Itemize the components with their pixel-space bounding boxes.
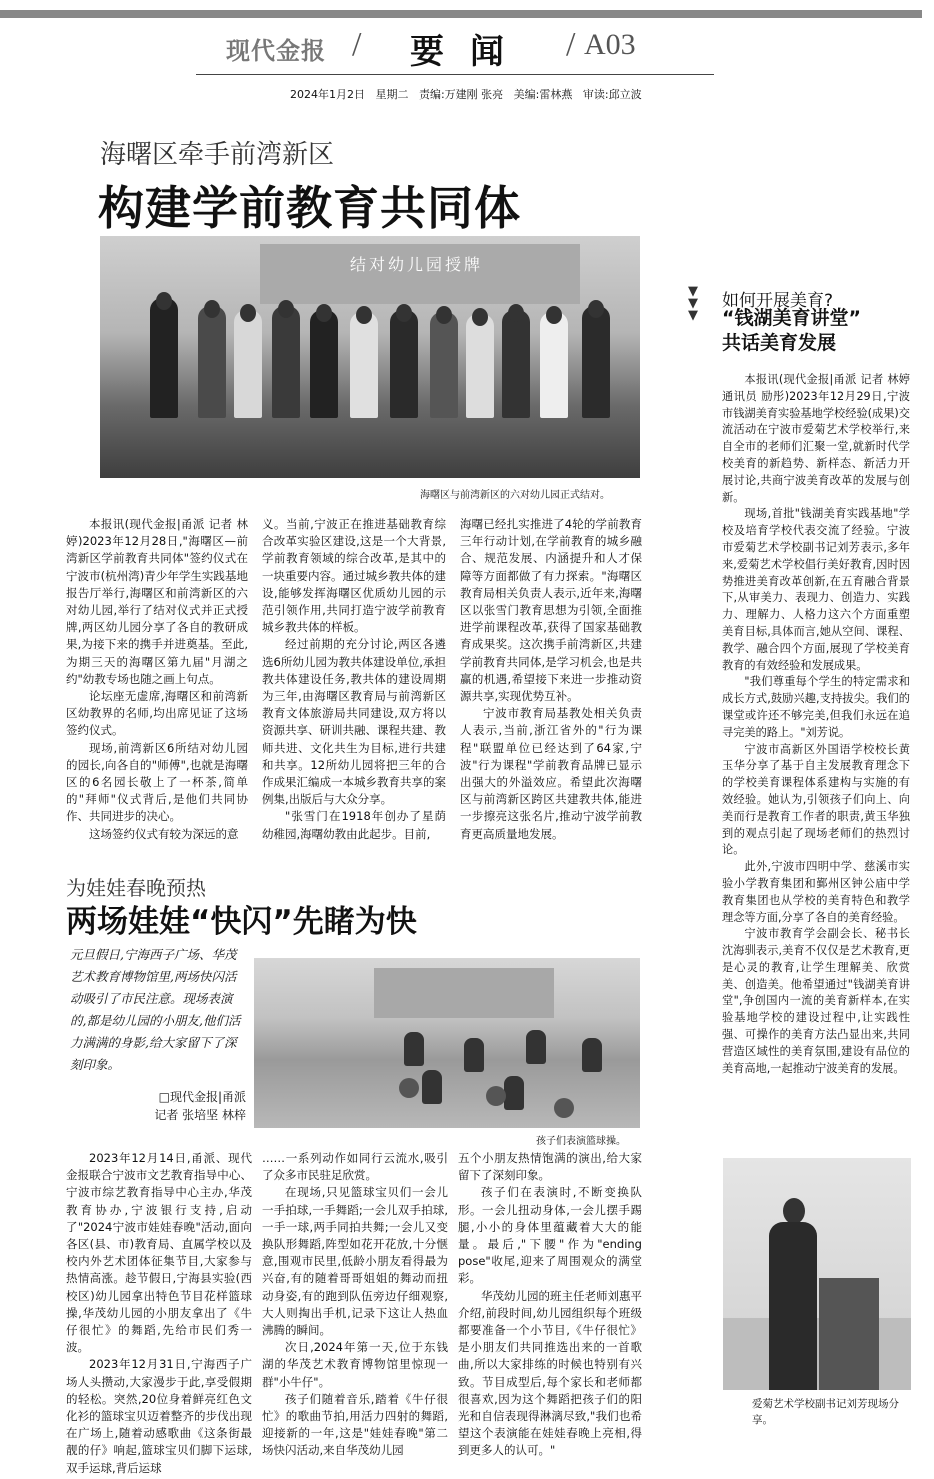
chevron-down-icon: ▼ (688, 308, 698, 323)
photo-person (240, 304, 256, 322)
paragraph: 义。当前,宁波正在推进基础教育综合改革实验区建设,这是一个大背景,学前教育领域的综合改革,是其中的一块重要内容。通过城乡教共体的建设,能够发挥海曙区优质幼儿园的示范引领作用,共同打造宁波学前教育城乡教共体的样板。 (262, 517, 446, 635)
article2-byline (96, 1088, 246, 1124)
paragraph: 现场,前湾新区6所结对幼儿园的园长,向各自的"师傅",也就是海曙区的6名园长敬上了一杯茶,简单的"拜师"仪式背后,是他们共同协作、共同进步的决心。 (66, 740, 248, 824)
paragraph: 2023年12月14日,甬派、现代金报联合宁波市文艺教育指导中心、宁波市综艺教育指导中心主办,华茂教育协办,宁波银行支持,启动了"2024宁波市娃娃春晚"活动,面向各区(县、市)教育局、直属学校以及校内外艺术团体征集节目,大家参与热情高涨。趁节假日,宁海县实验(西校区)幼儿园拿出特色节目花样篮球操,华茂幼儿园的小朋友拿出了《牛仔很忙》的舞蹈,先给市民们秀一波。 (66, 1151, 252, 1355)
paragraph: 本报讯(现代金报|甬派 记者 林婷 通讯员 励彤)2023年12月29日,宁波市钱湖美育实验基地学校经验(成果)交流活动在宁波市爱菊艺术学校举行,来自全市的老师们汇聚一堂,就新时代学校美育的新趋势、新样态、新活力开展讨论,共商宁波美育改革的发展与创新。 (722, 373, 910, 504)
photo-person (198, 306, 226, 418)
photo-person (502, 310, 530, 418)
photo-person (466, 314, 494, 418)
photo-child (504, 1076, 524, 1110)
article1-subtitle: 海曙区牵手前湾新区 (100, 140, 335, 170)
photo-person (310, 310, 338, 418)
photo-person (234, 310, 262, 418)
photo-child (526, 1030, 546, 1064)
paragraph: 2023年12月31日,宁海西子广场人头攒动,大家漫步于此,享受假期的轻松。突然,20位身着鲜亮红色文化衫的篮球宝贝迈着整齐的步伐出现在广场上,随着动感歌曲《这条街最靓的仔》响起,篮球宝贝们脚下运球,双手运球,背后运球 (66, 1357, 252, 1475)
photo-child (582, 1038, 602, 1072)
photo-person (204, 300, 220, 318)
paragraph: 在现场,只见篮球宝贝们一会儿一手拍球,一手舞蹈;一会儿双手拍球,一手一球,两手同拍共舞;一会儿又变换队形舞蹈,阵型如花开花放,十分惬意,围观市民里,低龄小朋友看得最为兴奋,有的随着哥哥姐姐的舞动而扭动身姿,有的跑到队伍旁边仔细观察,大人则掏出手机,记录下这让人热血沸腾的瞬间。 (262, 1185, 448, 1338)
masthead-rule (196, 74, 714, 75)
photo-person (436, 306, 452, 324)
article1-column-3 (460, 516, 642, 843)
photo-person (430, 312, 458, 418)
paper-name: 现代金报 (226, 37, 326, 65)
photo-person (582, 306, 610, 418)
photo-person (278, 300, 294, 318)
dateline: 2024年1月2日 星期二 责编:万建刚 张亮 美编:雷林燕 审读:邱立波 (290, 88, 642, 101)
photo-screen (723, 1318, 911, 1390)
photo-person (350, 312, 378, 418)
photo-podium (819, 1278, 879, 1390)
article3-caption: 爱菊艺术学校副书记刘芳现场分享。 (752, 1398, 899, 1426)
photo-building (374, 968, 554, 1018)
photo-speaker (769, 1222, 817, 1390)
article2-column-2 (262, 1150, 448, 1460)
paragraph: 华茂幼儿园的班主任老师刘惠平介绍,前段时间,幼儿园组织每个班级都要准备一个小节目,《牛仔很忙》是小朋友们共同推选出来的一首歌曲,所以大家排练的时候也特别有兴致。节目成型后,每个家长和老师都很喜欢,因为这个舞蹈把孩子们的阳光和自信表现得淋漓尽致,"我们也希望这个表演能在娃娃春晚上亮相,得到更多人的认可。" (458, 1288, 642, 1458)
photo-basketball (554, 1098, 574, 1118)
page-number: A03 (584, 28, 636, 61)
masthead-slash: / (352, 26, 362, 63)
paragraph: 经过前期的充分讨论,两区各遴选6所幼儿园为教共体建设单位,承担教共体建设任务,教共体的建设周期为三年,由海曙区教育局与前湾新区教育文体旅游局共同建设,双方将以资源共享、研训共融、课程共建、教师共进、文化共生为目标,进行共建和共享。12所幼儿园将把三年的合作成果汇编成一本城乡教育共享的案例集,出版后与大众分享。 (262, 637, 446, 807)
byline-line: □现代金报|甬派 (158, 1090, 246, 1104)
photo-person (156, 292, 172, 310)
photo-person (390, 310, 418, 418)
article2-photo (254, 958, 640, 1128)
chevron-decoration (688, 286, 698, 322)
paragraph: 现场,首批"钱湖美育实践基地"学校及培育学校代表交流了经验。宁波市爱菊艺术学校副书记刘芳表示,多年来,爱菊艺术学校倡行美好教育,因时因势推进美育改革创新,在五育融合背景下,从审美力、表现力、创造力、实践力、理解力、人格力这六个方面重塑美育目标,具体而言,她从空间、课程、教学、融合四个方面,展现了学校美育教育的有效经验和发展成果。 (722, 507, 910, 672)
paragraph: 宁波市教育学会副会长、秘书长沈海驯表示,美育不仅仅是艺术教育,更是心灵的教育,让学生理解美、欣赏美、创造美。他希望通过"钱湖美育讲堂",争创国内一流的美育新样本,在实验基地学校的建设过程中,让实践性强、可操作的美育方法凸显出来,共同营造区域性的美育氛围,建设有品位的美育高地,一起推动宁波美育的发展。 (722, 927, 910, 1075)
photo-child (464, 1038, 484, 1072)
photo-person (546, 306, 562, 324)
photo-person (150, 298, 178, 418)
article1-column-1 (66, 516, 248, 843)
paragraph: 这场签约仪式有较为深远的意 (89, 826, 239, 841)
article3-subtitle: 如何开展美育? (722, 291, 834, 311)
photo-basketball (486, 1086, 506, 1106)
article2-lead: 元旦假日,宁海西子广场、华茂艺术教育博物馆里,两场快闪活动吸引了市民注意。现场表演的,都是幼儿园的小朋友,他们活力满满的身影,给大家留下了深刻印象。 (70, 947, 241, 1072)
article3-title (722, 306, 861, 356)
article1-column-2 (262, 516, 446, 843)
article3-photo (723, 1158, 911, 1390)
article2-title: 两场娃娃“快闪”先睹为快 (66, 904, 417, 940)
photo-person (588, 300, 604, 318)
article1-title: 构建学前教育共同体 (98, 181, 521, 235)
paragraph: 论坛座无虚席,海曙区和前湾新区幼教界的名师,均出席见证了这场签约仪式。 (66, 689, 248, 738)
article1-photo (100, 236, 640, 478)
photo-child (404, 1032, 424, 1066)
photo-person (472, 308, 488, 326)
photo-person (540, 312, 568, 418)
photo-person (272, 306, 300, 418)
paragraph: 五个小朋友热情饱满的演出,给大家留下了深刻印象。 (458, 1151, 642, 1183)
chevron-down-icon: ▼ (688, 284, 698, 299)
paragraph: ……一系列动作如同行云流水,吸引了众多市民驻足欣赏。 (262, 1151, 448, 1183)
byline-line: 记者 张培坚 林梓 (154, 1108, 246, 1122)
paragraph: "我们尊重每个学生的特定需求和成长方式,鼓励兴趣,支持拔尖。我们的课堂或许还不够完美,但我们永远在追寻完美的路上。"刘芳说。 (722, 675, 910, 739)
paragraph: 海曙已经扎实推进了4轮的学前教育三年行动计划,在学前教育的城乡融合、规范发展、内涵提升和人才保障等方面都做了有力探索。"海曙区教育局相关负责人表示,近年来,海曙区以张雪门教育思想为引领,全面推进学前课程改革,获得了国家基础教育成果奖。这次携手前湾新区,共建学前教育共同体,是学习机会,也是共赢的机遇,希望接下来进一步推动资源共享,实现优势互补。 (460, 517, 642, 704)
photo-person (316, 304, 332, 322)
paragraph: 宁波市高新区外国语学校校长黄玉华分享了基于自主发展教育理念下的学校美育课程体系建构与实施的有效经验。她认为,引领孩子们向上、向美而行是教育工作者的职责,黄玉华独到的观点引起了现场老师们的热烈讨论。 (722, 742, 910, 857)
article2-caption: 孩子们表演篮球操。 (536, 1136, 626, 1147)
paragraph: "张雪门在1918年创办了星荫幼稚园,海曙幼教由此起步。目前, (262, 809, 446, 841)
paragraph: 本报讯(现代金报|甬派 记者 林婷)2023年12月28日,"海曙区—前湾新区学前教育共同体"签约仪式在宁波市(杭州湾)青少年学生实践基地报告厅举行,海曙区和前湾新区的六对幼儿园,举行了结对仪式并正式授牌,两区幼儿园分享了各自的教研成果,为接下来的携手并进奠基。至此,为期三天的海曙区第九届"月湖之约"幼教专场也随之画上句点。 (66, 517, 248, 686)
paragraph: 孩子们随着音乐,踏着《牛仔很忙》的歌曲节拍,用活力四射的舞蹈,迎接新的一年,这是"娃娃春晚"第二场快闪活动,来自华茂幼儿园 (262, 1391, 448, 1458)
paragraph: 此外,宁波市四明中学、慈溪市实验小学教育集团和鄞州区钟公庙中学教育集团也从学校的美育特色和教学理念等方面,分享了各自的美育经验。 (722, 860, 910, 924)
photo-child (422, 1070, 442, 1104)
article3-title-line: “钱湖美育讲堂” (722, 307, 861, 329)
article3-title-line: 共话美育发展 (722, 332, 837, 354)
photo-basketball (399, 1078, 419, 1098)
article2-column-1 (66, 1150, 252, 1477)
paragraph: 孩子们在表演时,不断变换队形。一会儿扭动身体,一会儿摆手踢腿,小小的身体里蕴藏着大大的能量。最后,"下腰"作为"ending pose"收尾,迎来了周围观众的满堂彩。 (458, 1185, 642, 1286)
top-rule (0, 10, 922, 18)
article2-column-3 (458, 1150, 642, 1460)
paragraph: 次日,2024年第一天,位于东钱湖的华茂艺术教育博物馆里惊现一群"小牛仔"。 (262, 1340, 448, 1389)
photo-speaker-head (783, 1198, 805, 1224)
section-name: 要闻 (410, 32, 530, 72)
chevron-down-icon: ▼ (688, 296, 698, 311)
photo-person (396, 304, 412, 322)
masthead-slash: / (566, 26, 576, 63)
photo-person (356, 306, 372, 324)
article3-body (722, 372, 910, 1077)
article1-caption: 海曙区与前湾新区的六对幼儿园正式结对。 (420, 490, 610, 501)
paragraph: 宁波市教育局基教处相关负责人表示,当前,浙江省外的"行为课程"联盟单位已经达到了64家,宁波"行为课程"学前教育品牌已显示出强大的外溢效应。希望此次海曙区与前湾新区跨区共建教共体,能进一步擦亮这张名片,推动宁波学前教育更高质量地发展。 (460, 706, 642, 841)
article2-subtitle: 为娃娃春晚预热 (66, 876, 206, 900)
photo-person (508, 304, 524, 322)
photo-banner-text: 结对幼儿园授牌 (350, 255, 484, 274)
